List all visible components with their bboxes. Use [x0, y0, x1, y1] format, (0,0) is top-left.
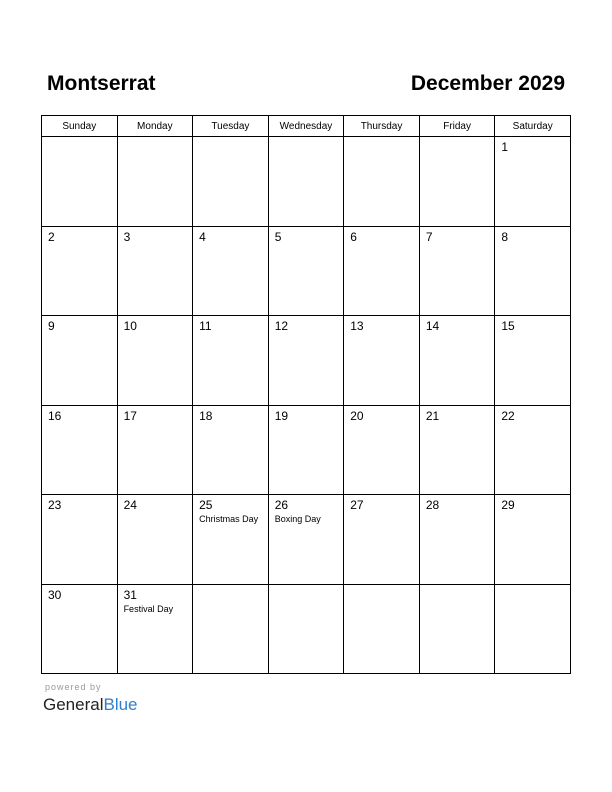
- day-cell-content: [495, 137, 570, 154]
- brand-general-text: General: [43, 695, 104, 714]
- calendar-day-cell: [268, 226, 344, 316]
- day-cell-content: [269, 316, 344, 333]
- calendar-day-cell: [193, 316, 269, 406]
- calendar-day-cell: [419, 405, 495, 495]
- day-cell-content: [118, 585, 193, 616]
- weekday-header-wednesday: Wednesday: [268, 116, 344, 137]
- weekday-header-row: [42, 116, 571, 137]
- day-cell-content: [420, 585, 495, 588]
- calendar-week-row: [42, 137, 571, 227]
- day-number: 16: [48, 408, 62, 423]
- calendar-day-cell: [117, 584, 193, 674]
- day-cell-content: [193, 316, 268, 333]
- day-number: 9: [48, 319, 55, 333]
- day-number: 7: [425, 229, 433, 244]
- day-cell-content: [42, 495, 117, 512]
- holiday-label: Christmas Day: [199, 514, 259, 524]
- day-number: 22: [501, 408, 515, 423]
- calendar-day-cell: [193, 584, 269, 674]
- calendar-day-cell: [268, 405, 344, 495]
- calendar-day-cell: [42, 495, 118, 585]
- day-number: 29: [501, 498, 515, 512]
- weekday-header-tuesday: Tuesday: [193, 116, 269, 137]
- calendar-day-cell: [419, 316, 495, 406]
- calendar-day-cell: [419, 495, 495, 585]
- day-number: 18: [199, 408, 213, 423]
- day-number: 17: [123, 408, 137, 423]
- calendar-day-cell: [117, 405, 193, 495]
- calendar-day-cell: [495, 405, 571, 495]
- powered-by-text: powered by: [45, 682, 102, 692]
- day-number: 5: [274, 229, 282, 244]
- calendar-day-cell: [42, 316, 118, 406]
- day-cell-content: [344, 227, 419, 244]
- holiday-label: Boxing Day: [274, 514, 321, 524]
- day-number: 21: [425, 408, 440, 423]
- day-cell-content: [42, 585, 117, 602]
- calendar-day-cell: [268, 584, 344, 674]
- calendar-day-cell: [344, 584, 420, 674]
- day-cell-content: [118, 227, 193, 244]
- calendar-day-cell: [495, 137, 571, 227]
- calendar-week-row: [42, 226, 571, 316]
- month-calendar-grid: [41, 115, 571, 674]
- day-number: 13: [350, 319, 364, 333]
- calendar-day-cell: [344, 405, 420, 495]
- day-cell-content: [269, 495, 344, 526]
- day-number: 6: [350, 229, 357, 244]
- calendar-day-cell: [193, 137, 269, 227]
- day-number: 3: [123, 229, 131, 244]
- calendar-country-title: Montserrat: [47, 72, 156, 95]
- generalblue-footer: [43, 682, 138, 716]
- calendar-month-title: December 2029: [410, 72, 565, 95]
- day-number: 27: [350, 498, 364, 512]
- day-cell-content: [495, 406, 570, 423]
- generalblue-logo: [43, 694, 138, 716]
- day-cell-content: [420, 316, 495, 333]
- day-cell-content: [269, 585, 344, 588]
- calendar-weeks: [42, 137, 571, 674]
- day-cell-content: [420, 137, 495, 140]
- day-cell-content: [495, 585, 570, 588]
- day-cell-content: [118, 495, 193, 512]
- day-number: 20: [350, 408, 364, 423]
- day-number: 4: [199, 229, 206, 244]
- day-cell-content: [420, 227, 495, 244]
- day-number: 15: [501, 319, 515, 333]
- weekday-header-sunday: Sunday: [42, 116, 118, 137]
- day-cell-content: [344, 585, 419, 588]
- day-cell-content: [42, 137, 117, 140]
- day-number: 12: [274, 319, 289, 333]
- day-number: 11: [199, 319, 212, 333]
- calendar-day-cell: [419, 584, 495, 674]
- weekday-header-saturday: Saturday: [495, 116, 571, 137]
- day-number: 23: [48, 498, 62, 512]
- weekday-header-friday: Friday: [419, 116, 495, 137]
- day-number: 1: [501, 140, 509, 154]
- day-number: 19: [274, 408, 289, 423]
- day-cell-content: [495, 495, 570, 512]
- calendar-week-row: [42, 584, 571, 674]
- calendar-day-cell: [42, 137, 118, 227]
- calendar-day-cell: [495, 584, 571, 674]
- day-cell-content: [495, 227, 570, 244]
- calendar-day-cell: [344, 137, 420, 227]
- day-number: 10: [123, 319, 137, 333]
- day-cell-content: [269, 406, 344, 423]
- weekday-header-monday: Monday: [117, 116, 193, 137]
- day-cell-content: [420, 406, 495, 423]
- day-number: 25: [199, 498, 213, 512]
- day-number: 30: [48, 587, 62, 602]
- calendar-day-cell: [419, 137, 495, 227]
- brand-blue-text: Blue: [103, 695, 138, 714]
- day-cell-content: [344, 406, 419, 423]
- day-number: 2: [48, 229, 55, 244]
- day-cell-content: [269, 227, 344, 244]
- calendar-day-cell: [268, 316, 344, 406]
- day-cell-content: [42, 316, 117, 333]
- day-number: 31: [123, 587, 137, 602]
- holiday-label: Festival Day: [123, 603, 174, 614]
- calendar-day-cell: [193, 495, 269, 585]
- day-cell-content: [193, 227, 268, 244]
- day-cell-content: [193, 495, 268, 526]
- day-cell-content: [344, 495, 419, 512]
- calendar-day-cell: [268, 137, 344, 227]
- day-cell-content: [193, 137, 268, 140]
- calendar-week-row: [42, 316, 571, 406]
- calendar-day-cell: [42, 584, 118, 674]
- calendar-day-cell: [344, 495, 420, 585]
- day-cell-content: [420, 495, 495, 512]
- day-cell-content: [118, 406, 193, 423]
- calendar-day-cell: [268, 495, 344, 585]
- calendar-day-cell: [495, 316, 571, 406]
- calendar-day-cell: [344, 316, 420, 406]
- calendar-day-cell: [42, 226, 118, 316]
- calendar-day-cell: [495, 495, 571, 585]
- day-number: 24: [123, 498, 137, 512]
- calendar-week-row: [42, 405, 571, 495]
- calendar-day-cell: [344, 226, 420, 316]
- day-number: 14: [425, 319, 440, 333]
- calendar-day-cell: [117, 495, 193, 585]
- calendar-day-cell: [42, 405, 118, 495]
- day-number: 28: [425, 498, 440, 512]
- calendar-day-cell: [419, 226, 495, 316]
- calendar-day-cell: [193, 405, 269, 495]
- day-cell-content: [42, 406, 117, 423]
- day-cell-content: [118, 137, 193, 140]
- weekday-header-thursday: Thursday: [344, 116, 420, 137]
- day-cell-content: [118, 316, 193, 333]
- calendar-day-cell: [117, 316, 193, 406]
- day-cell-content: [344, 137, 419, 140]
- day-cell-content: [495, 316, 570, 333]
- day-cell-content: [193, 585, 268, 588]
- calendar-day-cell: [117, 226, 193, 316]
- day-number: 8: [501, 229, 509, 244]
- day-number: 26: [274, 498, 289, 512]
- calendar-day-cell: [193, 226, 269, 316]
- day-cell-content: [344, 316, 419, 333]
- day-cell-content: [42, 227, 117, 244]
- day-cell-content: [193, 406, 268, 423]
- calendar-day-cell: [495, 226, 571, 316]
- calendar-week-row: [42, 495, 571, 585]
- calendar-day-cell: [117, 137, 193, 227]
- day-cell-content: [269, 137, 344, 140]
